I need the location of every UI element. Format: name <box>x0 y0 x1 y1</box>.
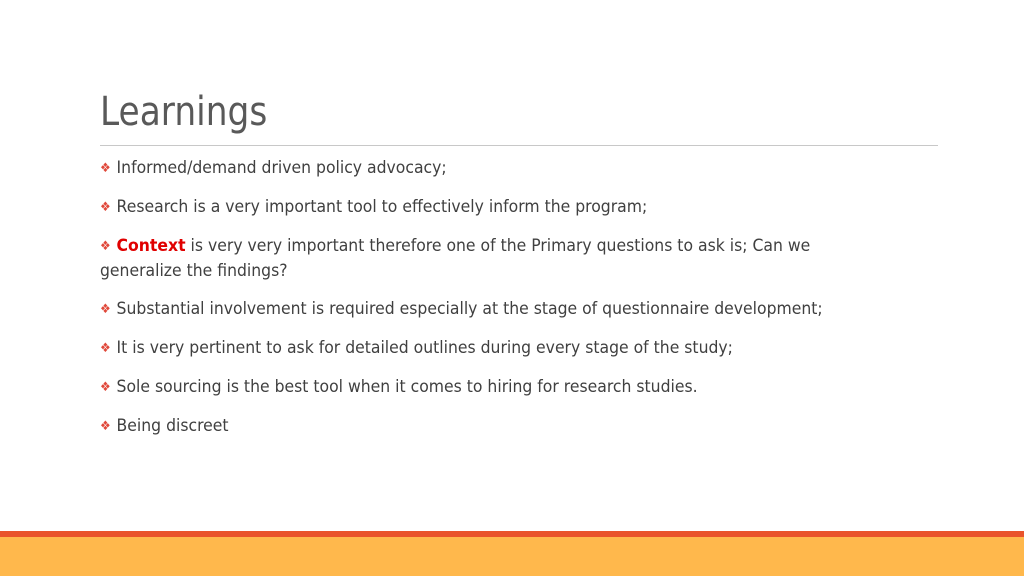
bullet-text: Research is a very important tool to effectively inform the program; <box>116 197 648 217</box>
bullet-text: Informed/demand driven policy advocacy; <box>116 158 447 178</box>
diamond-bullet-icon: ❖ <box>100 161 111 176</box>
diamond-bullet-icon: ❖ <box>100 239 111 254</box>
diamond-bullet-icon: ❖ <box>100 380 111 395</box>
bullet-item <box>93 195 933 220</box>
title-divider <box>100 145 938 146</box>
bullet-item <box>93 156 933 181</box>
bullet-text-wrap <box>100 234 810 283</box>
slide-title: Learnings <box>100 89 268 135</box>
bullet-item <box>93 234 933 283</box>
bullet-continuation: generalize the findings? <box>100 261 288 281</box>
diamond-bullet-icon: ❖ <box>100 200 111 215</box>
bullet-text-wrap <box>100 156 447 181</box>
bullet-item <box>93 336 933 361</box>
diamond-bullet-icon: ❖ <box>100 419 111 434</box>
bullet-text: It is very pertinent to ask for detailed outlines during every stage of the study; <box>116 338 733 358</box>
bullet-item <box>93 414 933 439</box>
diamond-bullet-icon: ❖ <box>100 341 111 356</box>
bullet-text: Being discreet <box>116 416 229 436</box>
footer-band <box>0 537 1024 576</box>
diamond-bullet-icon: ❖ <box>100 302 111 317</box>
bullet-list <box>93 156 933 453</box>
bullet-text-wrap <box>100 336 733 361</box>
bullet-emphasis: Context <box>116 236 186 256</box>
bullet-text: Substantial involvement is required especially at the stage of questionnaire development; <box>116 299 823 319</box>
bullet-text-wrap <box>100 195 647 220</box>
bullet-item <box>93 375 933 400</box>
bullet-item <box>93 297 933 322</box>
bullet-text: is very very important therefore one of the Primary questions to ask is; Can we <box>185 236 811 256</box>
bullet-text: Sole sourcing is the best tool when it comes to hiring for research studies. <box>116 377 698 397</box>
bullet-text-wrap <box>100 297 823 322</box>
bullet-text-wrap <box>100 414 229 439</box>
bullet-text-wrap <box>100 375 698 400</box>
